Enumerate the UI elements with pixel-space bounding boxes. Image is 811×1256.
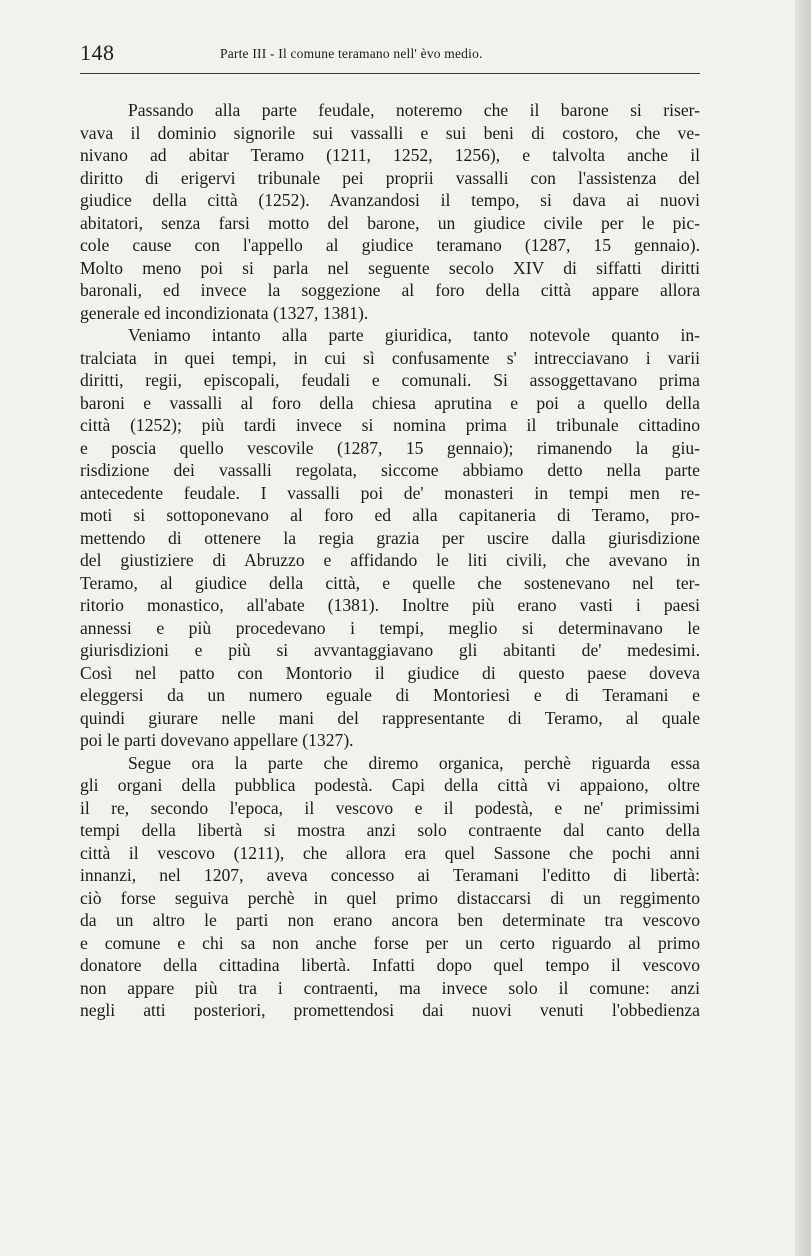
text-line: giurisdizioni e più si avvantaggiavano gli abitanti de' medesimi. — [80, 640, 700, 660]
text-line: vava il dominio signorile sui vassalli e sui beni di costoro, che ve- — [80, 122, 700, 143]
text-line: abitatori, senza farsi motto del barone, un giudice civile per le pic- — [80, 212, 700, 233]
text-line: giudice della città (1252). Avanzandosi il tempo, si dava ai nuovi — [80, 190, 700, 210]
text-line: moti si sottoponevano al foro ed alla capitaneria di Teramo, pro- — [80, 505, 700, 525]
text-line: gli organi della pubblica podestà. Capi della città vi appaiono, oltre — [80, 775, 700, 795]
text-line: il re, secondo l'epoca, il vescovo e il podestà, e ne' primissimi — [80, 797, 700, 818]
header-rule — [80, 73, 700, 74]
text-line: generale ed incondizionata (1327, 1381). — [80, 302, 369, 323]
body-text — [80, 99, 700, 1022]
text-line: e comune e chi sa non anche forse per un certo riguardo al primo — [80, 932, 700, 953]
page-header — [80, 40, 700, 72]
text-line: baroni e vassalli al foro della chiesa aprutina e poi a quello della — [80, 392, 700, 413]
text-line: non appare più tra i contraenti, ma invece solo il comune: anzi — [80, 977, 700, 998]
page-edge-shadow — [795, 0, 811, 1256]
text-line: tempi della libertà si mostra anzi solo contraente dal canto della — [80, 820, 700, 840]
text-line: negli atti posteriori, promettendosi dai nuovi venuti l'obbedienza — [80, 1000, 700, 1020]
text-line: Passando alla parte feudale, noteremo che il barone si riser- — [128, 100, 700, 120]
text-line: Veniamo intanto alla parte giuridica, tanto notevole quanto in- — [128, 325, 700, 345]
running-head: Parte III - Il comune teramano nell' èvo medio. — [220, 46, 483, 61]
text-line: risdizione dei vassalli regolata, siccome abbiamo detto nella parte — [80, 460, 700, 480]
text-line: ritorio monastico, all'abate (1381). Inoltre più erano vasti i paesi — [80, 595, 700, 615]
text-line: cole cause con l'appello al giudice teramano (1287, 15 gennaio). — [80, 235, 700, 255]
text-line: quindi giurare nelle mani del rappresentante di Teramo, al quale — [80, 707, 700, 728]
page-number: 148 — [80, 40, 115, 65]
text-line: eleggersi da un numero eguale di Montoriesi e di Teramani e — [80, 685, 700, 705]
text-line: donatore della cittadina libertà. Infatti dopo quel tempo il vescovo — [80, 955, 700, 975]
text-line: poi le parti dovevano appellare (1327). — [80, 730, 354, 750]
text-line: da un altro le parti non erano ancora ben determinate tra vescovo — [80, 910, 700, 930]
text-line: mettendo di ottenere la regia grazia per uscire dalla giurisdizione — [80, 527, 700, 548]
text-line: diritto di erigervi tribunale pei proprii vassalli con l'assistenza del — [80, 167, 700, 188]
text-line: nivano ad abitar Teramo (1211, 1252, 1256), e talvolta anche il — [80, 145, 700, 165]
text-line: Molto meno poi si parla nel seguente secolo XIV di siffatti diritti — [80, 257, 700, 278]
text-line: città il vescovo (1211), che allora era quel Sassone che pochi anni — [80, 842, 700, 863]
text-line: città (1252); più tardi invece si nomina prima il tribunale cittadino — [80, 415, 700, 435]
text-line: del giustiziere di Abruzzo e affidando le liti civili, che avevano in — [80, 550, 700, 570]
text-line: annessi e più procedevano i tempi, meglio si determinavano le — [80, 617, 700, 638]
text-line: Così nel patto con Montorio il giudice di questo paese doveva — [80, 662, 700, 683]
text-line: Segue ora la parte che diremo organica, perchè riguarda essa — [128, 752, 700, 773]
text-line: ciò forse seguiva perchè in quel primo distaccarsi di un reggimento — [80, 887, 700, 908]
text-line: baronali, ed invece la soggezione al foro della città appare allora — [80, 280, 700, 300]
text-line: Teramo, al giudice della città, e quelle che sostenevano nel ter- — [80, 572, 700, 593]
text-line: e poscia quello vescovile (1287, 15 gennaio); rimanendo la giu- — [80, 437, 700, 458]
text-line: diritti, regii, episcopali, feudali e comunali. Si assoggettavano prima — [80, 370, 700, 390]
text-line: innanzi, nel 1207, aveva concesso ai Teramani l'editto di libertà: — [80, 865, 700, 885]
text-line: antecedente feudale. I vassalli poi de' monasteri in tempi men re- — [80, 482, 700, 503]
text-line: tralciata in quei tempi, in cui sì confusamente s' intrecciavano i varii — [80, 347, 700, 368]
